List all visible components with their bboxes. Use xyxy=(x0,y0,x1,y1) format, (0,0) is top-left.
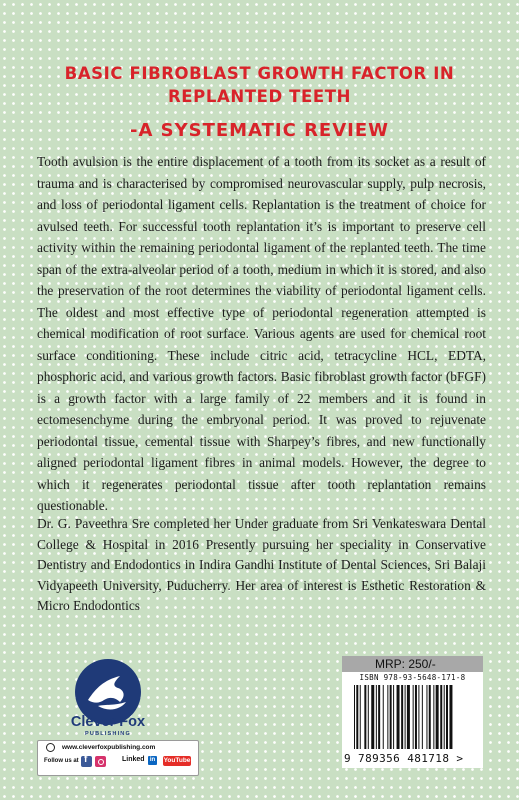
linkedin-label[interactable]: Linked xyxy=(122,756,145,763)
linkedin-icon[interactable]: in xyxy=(149,757,156,763)
facebook-icon[interactable] xyxy=(81,756,92,767)
book-title-line-1: BASIC FIBROBLAST GROWTH FACTOR IN xyxy=(64,64,455,83)
book-title-line-2: REPLANTED TEETH xyxy=(168,87,351,106)
isbn-number: ISBN 978-93-5648-171-8 xyxy=(359,673,466,682)
barcode-bars xyxy=(354,685,472,751)
book-subtitle: -A SYSTEMATIC REVIEW xyxy=(129,120,390,141)
publisher-website-link[interactable]: www.cleverfoxpublishing.com xyxy=(62,744,156,751)
youtube-icon[interactable]: YouTube xyxy=(163,757,191,764)
follow-us-label: Follow us at xyxy=(44,758,79,764)
price-label: MRP: 250/- xyxy=(342,656,483,672)
publisher-tagline: PUBLISHING xyxy=(85,731,131,737)
author-bio: Dr. G. Paveethra Sre completed her Under graduate from Sri Venkateswara Dental College & Hospital in 2016 Presently pursuing her speciality in Conservative Dentistry and Endodontics in Indira Gandhi Institute of Dental Sciences, Sri Balaji Vidyapeeth University, Puducherry. Her area of interest is Esthetic Restoration & Micro Endodontics xyxy=(37,516,486,614)
publisher-name: Clever Fox xyxy=(70,714,146,730)
globe-icon xyxy=(46,743,55,752)
barcode-digits: 9 789356 481718 > xyxy=(344,752,464,765)
isbn-barcode xyxy=(342,672,483,768)
publisher-contact-box xyxy=(37,740,199,776)
book-abstract: Tooth avulsion is the entire displacement of a tooth from its socket as a result of trauma and is characterised by compromised neurovascular supply, pulp necrosis, and loss of periodontal ligament cells. Replantation is the treatment of choice for avulsed teeth. For successful tooth replantation it’s is important to preserve cell activity within the remaining periodontal ligament of the replanted teeth. The time span of the extra-alveolar period of a tooth, medium in which it is stored, and also the preservation of the root determines the viability of periodontal ligament cells. The oldest and most effective type of periodontal regeneration attempted is chemical modification of root surface. Various agents are used for chemical root surface conditioning. These include citric acid, tetracycline HCL, EDTA, phosphoric acid, and various growth factors. Basic fibroblast growth factor (bFGF) is a growth factor with a large family of 22 members and it is found in ectomesenchyme during the embryonal period. It was proved to rejuvenate periodontal tissue, cemental tissue with Sharpey’s fibres, and new functionally aligned periodontal ligament fibres in animal models. However, the degree to which it regenerates periodontal tissue after tooth replantation remains questionable. xyxy=(37,154,486,513)
instagram-icon[interactable] xyxy=(95,756,106,767)
